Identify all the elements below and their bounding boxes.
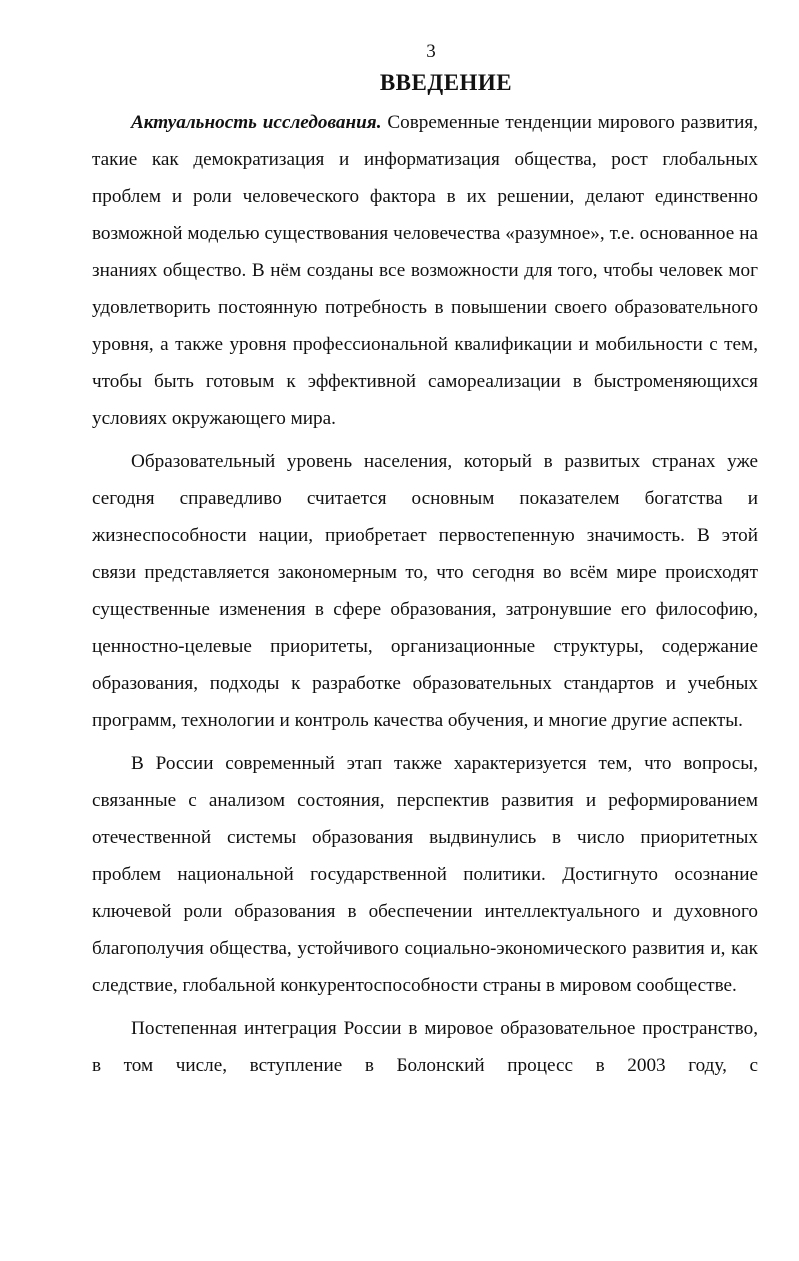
paragraph-russia-stage: В России современный этап также характеризуется тем, что вопросы, связанные с анализом состояния, перспектив развития и реформированием отечественной системы образования выдвинулись в число приоритетных проблем национальной государственной политики. Достигнуто осознание ключевой роли образования в обеспечении интеллектуального и духовного благополучия общества, устойчивого социально-экономического развития и, как следствие, глобальной конкурентоспособности страны в мировом сообществе. [92, 753, 758, 996]
paragraph-lead: Актуальность исследования. [131, 112, 382, 133]
paragraph-relevance [92, 104, 758, 437]
paragraph-text: Современные тенденции мирового развития, такие как демократизация и информатизация общества, рост глобальных проблем и роли человеческого фактора в их решении, делают единственно возможной моделью существования человечества «разумное», т.е. основанное на знаниях общество. В нём созданы все возможности для того, чтобы человек мог удовлетворить постоянную потребность в повышении своего образовательного уровня, а также уровня профессиональной квалификации и мобильности с тем, чтобы быть готовым к эффективной самореализации в быстроменяющихся условиях окружающего мира. [92, 112, 758, 429]
page-title: ВВЕДЕНИЕ [379, 70, 513, 95]
page-number: 3 [426, 41, 436, 62]
paragraph-integration: Постепенная интеграция России в мировое образовательное пространство, в том числе, вступление в Болонский процесс в 2003 году, с [92, 1018, 758, 1076]
paragraph-education-level: Образовательный уровень населения, который в развитых странах уже сегодня справедливо считается основным показателем богатства и жизнеспособности нации, приобретает первостепенную значимость. В этой связи представляется закономерным то, что сегодня во всём мире происходят существенные изменения в сфере образования, затронувшие его философию, ценностно-целевые приоритеты, организационные структуры, содержание образования, подходы к разработке образовательных стандартов и учебных программ, технологии и контроль качества обучения, и многие другие аспекты. [92, 451, 758, 731]
document-page [92, 40, 758, 1084]
